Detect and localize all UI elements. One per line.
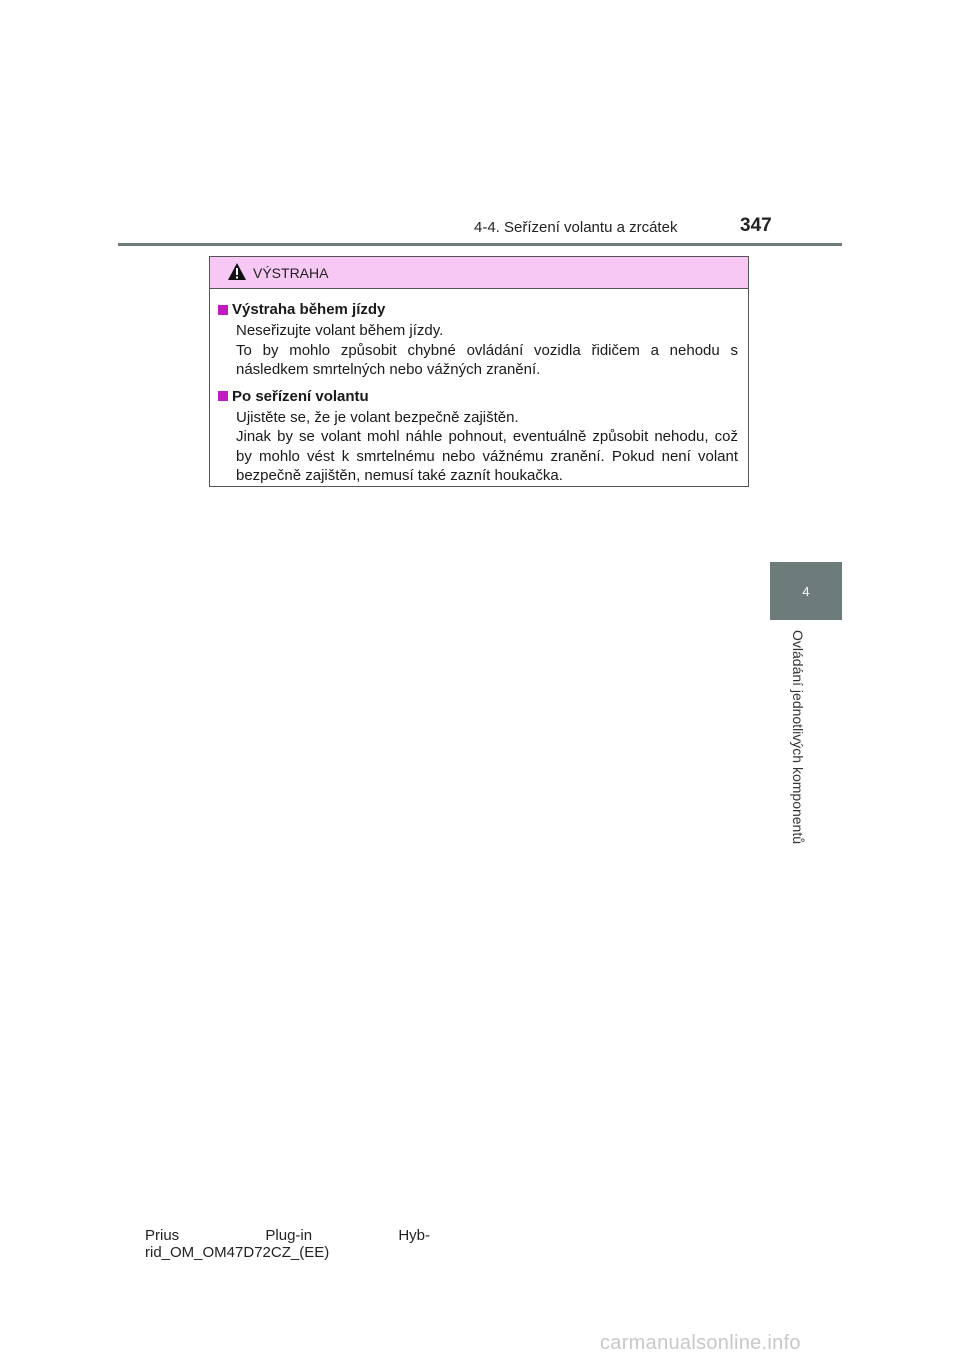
section-paragraph: Jinak by se volant mohl náhle pohnout, eventuálně způsobit nehodu, což by mohlo vést k smrtelnému nebo vážnému zranění. Pokud není volant bezpečně zajištěn, nemusí také zaznít houkačka. xyxy=(236,428,738,484)
chapter-number: 4 xyxy=(802,583,810,599)
header-section-title: 4-4. Seřízení volantu a zrcátek xyxy=(474,219,678,236)
square-bullet-icon xyxy=(218,391,228,401)
header-divider xyxy=(118,243,842,246)
section-paragraph: Neseřizujte volant během jízdy. xyxy=(236,322,444,339)
warning-section-driving xyxy=(218,301,738,380)
chapter-label: Ovládání jednotlivých komponentů xyxy=(790,630,806,845)
warning-triangle-icon xyxy=(227,262,247,281)
warning-title: VÝSTRAHA xyxy=(253,265,329,281)
section-heading-text: Po seřízení volantu xyxy=(232,387,369,405)
section-heading-text: Výstraha během jízdy xyxy=(232,301,386,318)
footer-variant: Plug-in xyxy=(265,1227,313,1244)
page-number: 347 xyxy=(740,215,772,236)
chapter-tab xyxy=(770,562,842,620)
warning-box xyxy=(209,256,749,487)
warning-header xyxy=(210,257,748,289)
section-heading xyxy=(218,301,738,318)
watermark: carmanualsonline.info xyxy=(600,1332,801,1354)
footer-line2: rid_OM_OM47D72CZ_(EE) xyxy=(145,1244,330,1261)
warning-body xyxy=(210,289,748,486)
footer xyxy=(145,1227,430,1261)
square-bullet-icon xyxy=(218,305,228,315)
section-heading xyxy=(218,388,738,405)
footer-line1 xyxy=(145,1227,430,1244)
section-paragraph: Ujistěte se, že je volant bezpečně zajištěn. xyxy=(236,408,519,426)
footer-variant-cont: Hyb- xyxy=(398,1227,430,1244)
footer-model: Prius xyxy=(145,1227,180,1244)
warning-section-after-adjust xyxy=(218,388,738,486)
section-paragraph: To by mohlo způsobit chybné ovládání vozidla řidičem a nehodu s následkem smrtelných nebo vážných zranění. xyxy=(236,341,738,378)
